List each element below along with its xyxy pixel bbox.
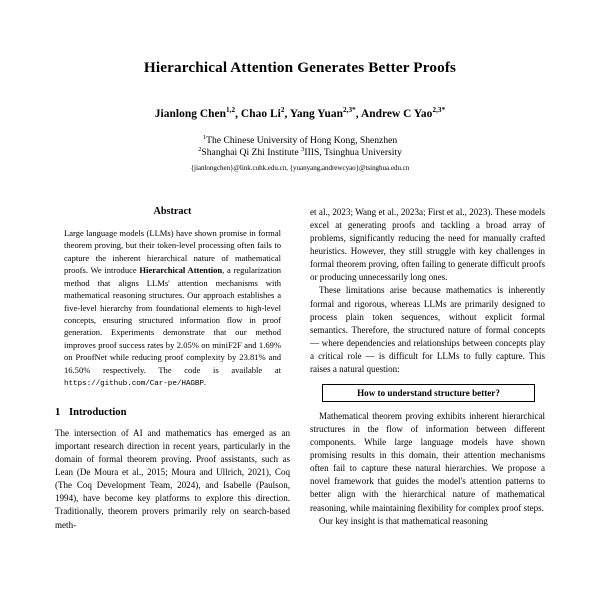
introduction-heading [55,407,290,420]
left-column [55,206,290,600]
affiliation-line-2: $^2$Shanghai Qi Zhi Institute $^3$IIIS, Tsinghua University [198,146,402,159]
body-columns [0,206,600,600]
author-list: Jianlong Chen$^{1,2}$, Chao Li$^2$, Yang Yuan$^{2,3*}$, Andrew C Yao$^{2,3*}$ [154,106,446,120]
abstract-text: Large language models (LLMs) have shown promise in formal theorem proving, but their token-level processing often fails to capture the inherent hierarchical nature of mathematical proofs. We introduce Hierarchical Attention, a regularization method that aligns LLMs' attention mechanisms with mathematical reasoning structures. Our approach establishes a five-level hierarchy from foundational elements to high-level concepts, ensuring structured information flow in proof generation. Experiments demonstrate that our method improves proof success rates by 2.05% on miniF2F and 1.69% on ProofNet while reducing proof complexity by 23.81% and 16.50% respectively. The code is available at https://github.com/Car-pe/HAGBP. [64,228,281,389]
introduction-section-number: 1 [55,407,61,419]
title-block [0,0,600,173]
affiliation-line-1: $^1$The Chinese University of Hong Kong, Shenzhen [202,133,398,146]
affiliation-block [0,135,600,160]
abstract-heading: Abstract [153,206,192,217]
page-title: Hierarchical Attention Generates Better Proofs [143,59,457,76]
right-column [310,206,545,600]
right-paragraph-3: Mathematical theorem proving exhibits inherent hierarchical structures in the flow of information between different components. While large language models have shown promising results in this domain, their attention mechanisms often fail to capture these natural hierarchies. We propose a novel framework that guides the model's attention patterns to better align with the hierarchical nature of mathematical reasoning, while maintaining flexibility for complex proof steps. [310,410,545,513]
right-paragraph-2: These limitations arise because mathematics is inherently formal and rigorous, whereas LLMs are primarily designed to process plain token sequences, without explicit formal semantics. Therefore, the structured nature of formal concepts — where dependencies and relationships between concepts play a critical role — is difficult for LLMs to fully capture. This raises a natural question: [310,285,545,374]
introduction-section-title: Introduction [69,407,127,419]
author-emails: {jianlongchen}@link.cuhk.edu.cn, {yuanyang,andrewcyao}@tsinghua.edu.cn [190,164,410,173]
research-question-callout: How to understand structure better? [322,384,535,402]
introduction-paragraph: The intersection of AI and mathematics has emerged as an important research direction in recent years, particularly in the domain of formal theorem proving. Proof assistants, such as Lean (De Moura et al., 2015; Moura and Ullrich, 2021), Coq (The Coq Development Team, 2024), and Isabelle (Paulson, 1994), have become key platforms to explore this direction. Traditionally, theorem provers primarily rely on search-based meth- [55,427,290,530]
right-paragraph-1: et al., 2023; Wang et al., 2023a; First et al., 2023). These models excel at generating proofs and tackling a broad array of problems, significantly reducing the need for manually crafted heuristics. However, they still struggle with key challenges in formal theorem proving, often failing to generate difficult proofs or producing unnecessarily long ones. [310,207,545,283]
right-paragraph-4-truncated: Our key insight is that mathematical reasoning [319,515,488,526]
